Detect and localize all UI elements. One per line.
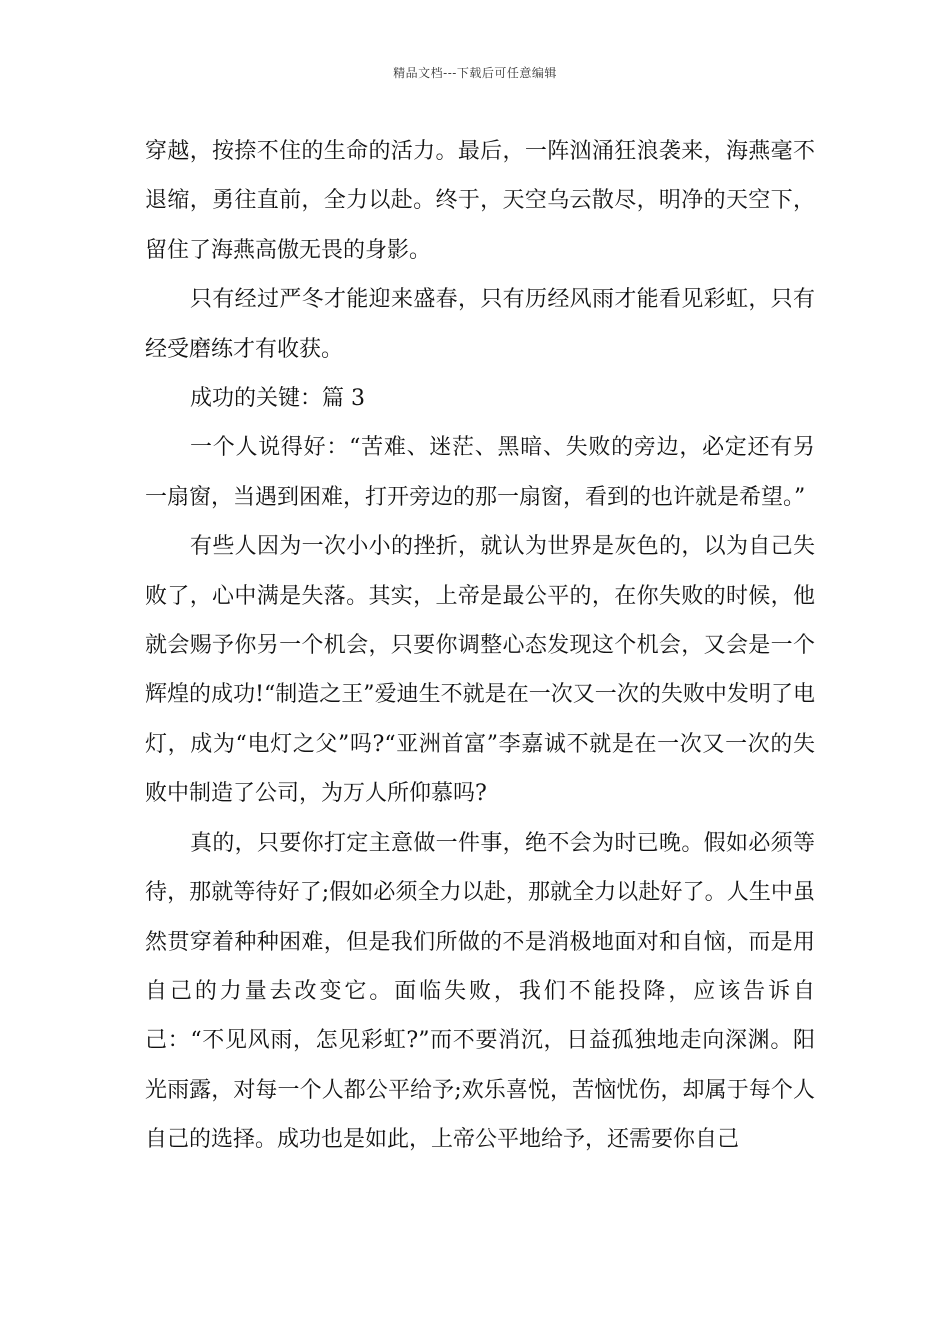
paragraph-4: 有些人因为一次小小的挫折，就认为世界是灰色的，以为自己失败了，心中满是失落。其实，上帝是最公平的，在你失败的时候，他就会赐予你另一个机会，只要你调整心态发现这个机会，又会是一个辉煌的成功!“制造之王”爱迪生不就是在一次又一次的失败中发明了电灯，成为“电灯之父”吗?“亚洲首富”李嘉诚不就是在一次又一次的失败中制造了公司，为万人所仰慕吗? xyxy=(145,534,815,807)
paragraph-3: 一个人说得好：“苦难、迷茫、黑暗、失败的旁边，必定还有另一扇窗，当遇到困难，打开旁边的那一扇窗，看到的也许就是希望。” xyxy=(145,435,815,510)
document-body xyxy=(145,127,815,1165)
page-header: 精品文档---下载后可任意编辑 xyxy=(393,66,557,80)
paragraph-2: 只有经过严冬才能迎来盛春，只有历经风雨才能看见彩虹，只有经受磨练才有收获。 xyxy=(145,287,815,362)
section-heading: 成功的关键：篇 3 xyxy=(190,386,365,412)
paragraph-5: 真的，只要你打定主意做一件事，绝不会为时已晚。假如必须等待，那就等待好了;假如必须全力以赴，那就全力以赴好了。人生中虽然贯穿着种种困难，但是我们所做的不是消极地面对和自恼，而是用自己的力量去改变它。面临失败，我们不能投降，应该告诉自己：“不见风雨，怎见彩虹?”而不要消沉，日益孤独地走向深渊。阳光雨露，对每一个人都公平给予;欢乐喜悦，苦恼忧伤，却属于每个人自己的选择。成功也是如此，上帝公平地给予，还需要你自己 xyxy=(145,830,815,1153)
paragraph-1: 穿越，按捺不住的生命的活力。最后，一阵汹涌狂浪袭来，海燕毫不退缩，勇往直前，全力以赴。终于，天空乌云散尽，明净的天空下，留住了海燕高傲无畏的身影。 xyxy=(145,139,815,263)
